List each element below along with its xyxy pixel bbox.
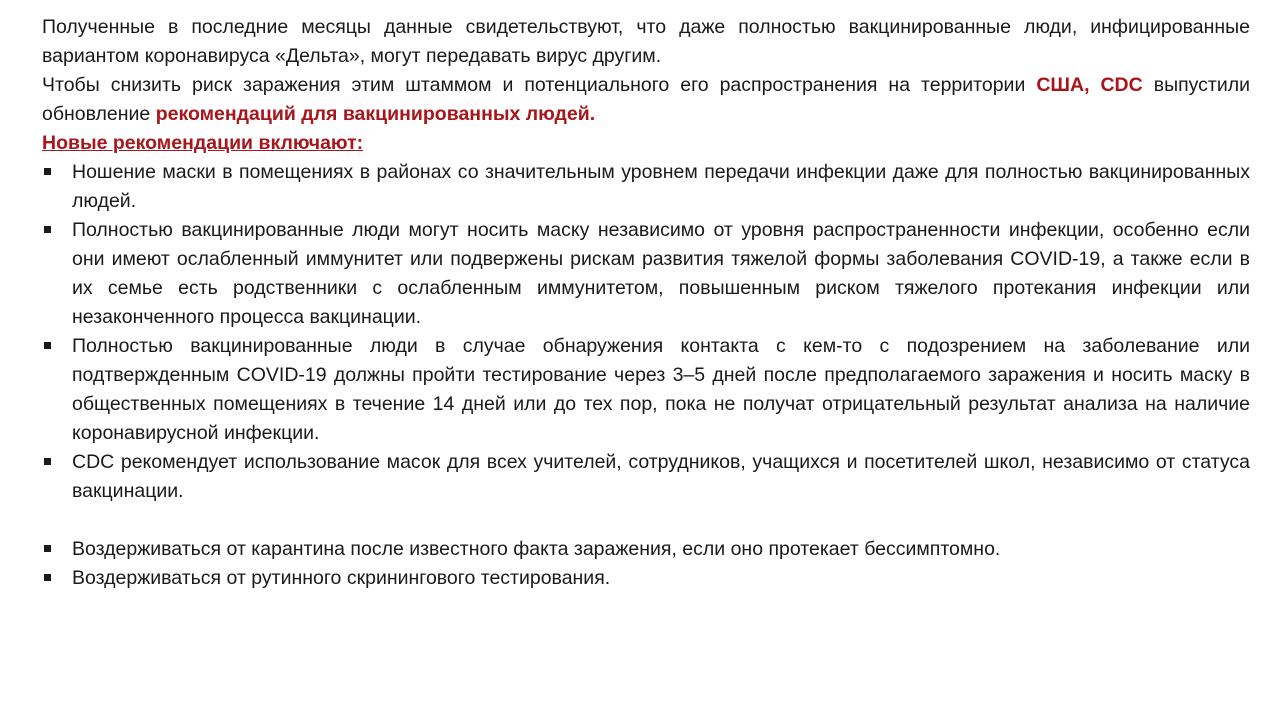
intro-p2-accent-usa-cdc: США, CDC xyxy=(1036,74,1143,96)
intro-p2-text-middle: выпустили обновление xyxy=(42,74,1251,125)
list-item-text: Ношение маски в помещениях в районах со значительным уровнем передачи инфекции даже для полностью вакцинированных людей. xyxy=(72,161,1250,212)
list-item xyxy=(42,158,1250,216)
square-bullet-icon xyxy=(44,342,51,349)
square-bullet-icon xyxy=(44,545,51,552)
square-bullet-icon xyxy=(44,226,51,233)
intro-p2-accent-recommendations: рекомендаций для вакцинированных людей. xyxy=(155,103,596,125)
intro-paragraph-1: Полученные в последние месяцы данные свидетельствуют, что даже полностью вакцинированные люди, инфицированные вариантом коронавируса «Дельта», могут передавать вирус другим. xyxy=(42,16,1250,67)
list-spacer xyxy=(42,506,1250,535)
list-item-text: Воздерживаться от рутинного скринингового тестирования. xyxy=(72,567,611,589)
intro-p2-text-start: Чтобы снизить риск заражения этим штаммом и потенциального его распространения на территории xyxy=(42,74,1037,96)
list-item-text: CDC рекомендует использование масок для всех учителей, сотрудников, учащихся и посетителей школ, независимо от статуса вакцинации. xyxy=(72,451,1250,502)
square-bullet-icon xyxy=(44,458,51,465)
slide-content xyxy=(42,13,1250,593)
recommendations-list xyxy=(42,158,1250,506)
section-heading: Новые рекомендации включают: xyxy=(42,132,364,154)
list-item xyxy=(42,448,1250,506)
list-item-text: Полностью вакцинированные люди могут носить маску независимо от уровня распространенности инфекции, особенно если они имеют ослабленный иммунитет или подвержены рискам развития тяжелой формы заболевания COVID-19, а также если в их семье есть родственники с ослабленным иммунитетом, повышенным риском тяжелого протекания инфекции или незаконченного процесса вакцинации. xyxy=(72,219,1250,328)
refrain-list xyxy=(42,535,1250,593)
list-item xyxy=(42,535,1250,564)
list-item xyxy=(42,564,1250,593)
list-item-text: Воздерживаться от карантина после известного факта заражения, если оно протекает бессимптомно. xyxy=(72,538,1001,560)
list-item-text: Полностью вакцинированные люди в случае обнаружения контакта с кем-то с подозрением на заболевание или подтвержденным COVID-19 должны пройти тестирование через 3–5 дней после предполагаемого заражения и носить маску в общественных помещениях в течение 14 дней или до тех пор, пока не получат отрицательный результат анализа на наличие коронавирусной инфекции. xyxy=(72,335,1250,444)
list-item xyxy=(42,332,1250,448)
square-bullet-icon xyxy=(44,574,51,581)
intro-paragraph-2 xyxy=(42,71,1250,129)
list-item xyxy=(42,216,1250,332)
square-bullet-icon xyxy=(44,168,51,175)
